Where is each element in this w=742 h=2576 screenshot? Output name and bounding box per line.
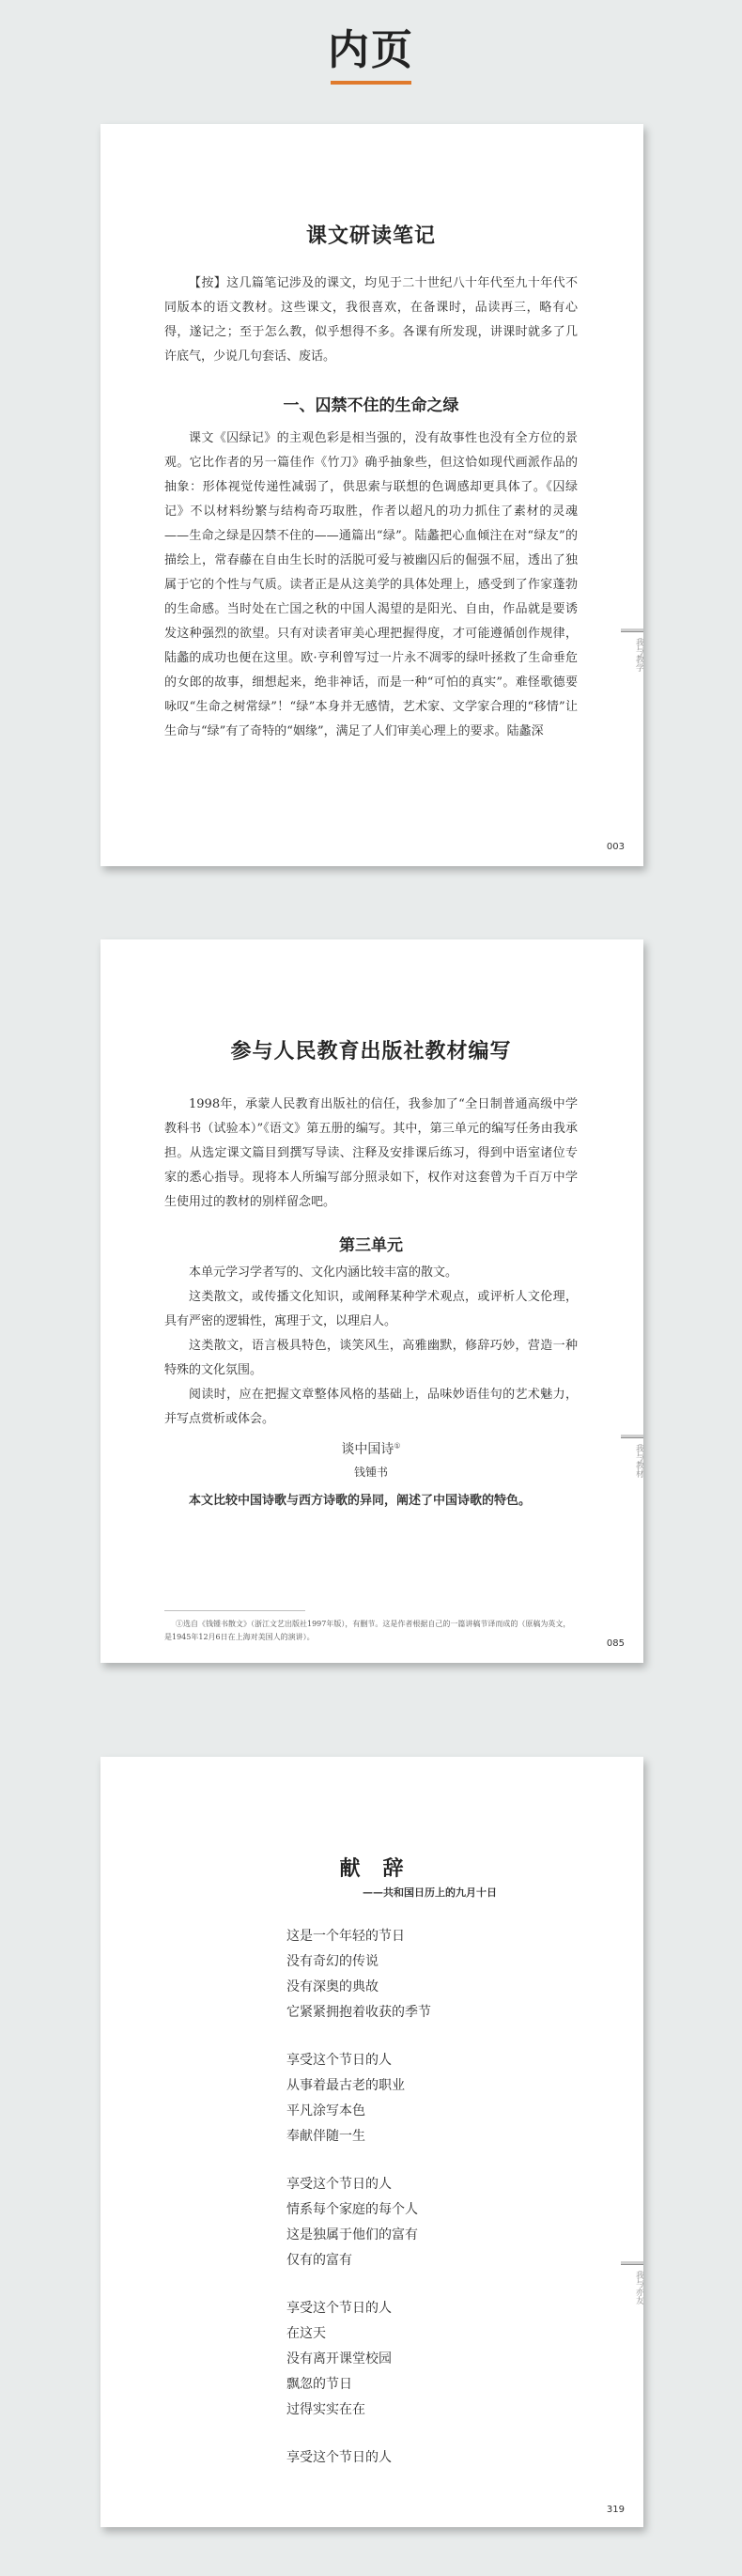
poem-line: 享受这个节日的人 <box>286 2301 392 2316</box>
unit-paragraph: 这类散文，语言极具特色，谈笑风生，高雅幽默，修辞巧妙，营造一种特殊的文化氛围。 <box>164 1339 578 1377</box>
poem-line: 没有深奥的典故 <box>286 1979 379 1994</box>
lesson-title-line <box>164 1439 578 1458</box>
lesson-title: 谈中国诗 <box>341 1442 394 1457</box>
lesson-author: 钱锺书 <box>353 1466 388 1479</box>
unit-paragraph: 这类散文，或传播文化知识，或阐释某种学术观点，或评析人文伦理，具有严密的逻辑性，寓理于文，以理启人。 <box>164 1290 578 1328</box>
page1-title: 课文研读笔记 <box>305 224 436 248</box>
poem-stanza <box>286 2296 568 2423</box>
lesson-summary: 本文比较中国诗歌与西方诗歌的异同，阐述了中国诗歌的特色。 <box>189 1494 532 1508</box>
book-page-1 <box>100 124 643 866</box>
poem-line: 过得实实在在 <box>286 2402 365 2417</box>
poem-line: 奉献伴随一生 <box>286 2129 365 2144</box>
page1-intro: 【按】这几篇笔记涉及的课文，均见于二十世纪八十年代至九十年代不同版本的语文教材。这些课文，我很喜欢，在备课时，品读再三，略有心得，遂记之；至于怎么教，似乎想得不多。各课有所发现，讲课时就多了几许底气，少说几句套话、废话。 <box>164 276 578 364</box>
unit-paragraph: 本单元学习学者写的、文化内涵比较丰富的散文。 <box>189 1265 458 1280</box>
page3-title: 献 辞 <box>339 1856 405 1881</box>
banner <box>0 0 742 122</box>
page1-content <box>164 220 578 744</box>
lesson-note-mark: ① <box>394 1441 401 1451</box>
banner-title: 内页 <box>328 26 414 74</box>
page2-content <box>164 1035 578 1513</box>
page3-side-tab: 我与亦友 <box>621 2264 643 2304</box>
page1-section-title: 一、囚禁不住的生命之绿 <box>283 396 459 415</box>
poem-line: 没有离开课堂校园 <box>286 2351 392 2367</box>
page1-side-tab: 我与教学 <box>621 631 643 672</box>
poem-stanza <box>286 2445 568 2471</box>
poem-line: 这是独属于他们的富有 <box>286 2227 418 2242</box>
page1-number: 003 <box>606 842 625 852</box>
poem-stanza <box>286 2048 568 2149</box>
book-page-3 <box>100 1757 643 2527</box>
poem-line: 享受这个节日的人 <box>286 2177 392 2192</box>
poem-line: 从事着最古老的职业 <box>286 2078 405 2093</box>
poem-line: 仅有的富有 <box>286 2253 352 2268</box>
book-page-2 <box>100 939 643 1663</box>
poem-stanza <box>286 2172 568 2273</box>
poem-line: 没有奇幻的传说 <box>286 1954 379 1969</box>
poem <box>286 1924 568 2493</box>
poem-line: 情系每个家庭的每个人 <box>286 2202 418 2217</box>
banner-underline <box>331 81 411 85</box>
page2-intro: 1998年，承蒙人民教育出版社的信任，我参加了“全日制普通高级中学教科书（试验本）”《语文》第五册的编写。其中，第三单元的编写任务由我承担。从选定课文篇目到撰写导读、注释及安排课后练习，得到中语室诸位专家的悉心指导。现将本人所编写部分照录如下，权作对这套曾为千百万中学生使用过的教材的别样留念吧。 <box>164 1097 578 1209</box>
poem-line: 享受这个节日的人 <box>286 2053 392 2068</box>
footnote-rule <box>164 1610 305 1611</box>
poem-stanza <box>286 1924 568 2025</box>
page2-title: 参与人民教育出版社教材编写 <box>230 1039 512 1063</box>
poem-line: 这是一个年轻的节日 <box>286 1929 405 1944</box>
poem-line: 它紧紧拥抱着收获的季节 <box>286 2005 431 2020</box>
poem-line: 享受这个节日的人 <box>286 2450 392 2465</box>
poem-line: 在这天 <box>286 2326 326 2341</box>
page1-body: 课文《囚绿记》的主观色彩是相当强的，没有故事性也没有全方位的景观。它比作者的另一篇佳作《竹刀》确乎抽象些，但这恰如现代画派作品的抽象：形体视觉传递性减弱了，供思索与联想的色调感却更具体了。《囚绿记》不以材料纷繁与结构奇巧取胜，作者以超凡的功力抓住了素材的灵魂——生命之绿是囚禁不住的——通篇出“绿”。陆蠡把心血倾注在对“绿友”的描绘上，常春藤在自由生长时的活脱可爱与被幽囚后的倔强不屈，透出了独属于它的个性与气质。读者正是从这美学的具体处理上，感受到了作家蓬勃的生命感。当时处在亡国之秋的中国人渴望的是阳光、自由，作品就是要诱发这种强烈的欲望。只有对读者审美心理把握得度，才可能遵循创作规律，陆蠡的成功也便在这里。欧·亨利曾写过一片永不凋零的绿叶拯救了生命垂危的女郎的故事，细想起来，绝非神话，而是一种“可怕的真实”。难怪歌德要咏叹“生命之树常绿”！“绿”本身并无感情，艺术家、文学家合理的“移情”让生命与“绿”有了奇特的“姻缘”，满足了人们审美心理上的要求。陆蠡深 <box>164 431 578 738</box>
page2-side-tab: 我与教材 <box>621 1437 643 1478</box>
page3-subtitle: ——共和国日历上的九月十日 <box>363 1886 497 1899</box>
page3-number: 319 <box>606 2505 625 2515</box>
unit-paragraphs <box>164 1261 578 1432</box>
poem-line: 飘忽的节日 <box>286 2377 352 2392</box>
unit-paragraph: 阅读时，应在把握文章整体风格的基础上，品味妙语佳句的艺术魅力，并写点赏析或体会。 <box>164 1388 578 1426</box>
page2-footnote: ①选自《钱锺书散文》（浙江文艺出版社1997年版），有删节。这是作者根据自己的一篇讲稿节译而成的（原稿为英文，是1945年12月6日在上海对美国人的演讲）。 <box>164 1620 571 1641</box>
poem-line: 平凡涂写本色 <box>286 2103 365 2118</box>
page2-number: 085 <box>606 1638 625 1649</box>
unit-title: 第三单元 <box>339 1236 403 1255</box>
